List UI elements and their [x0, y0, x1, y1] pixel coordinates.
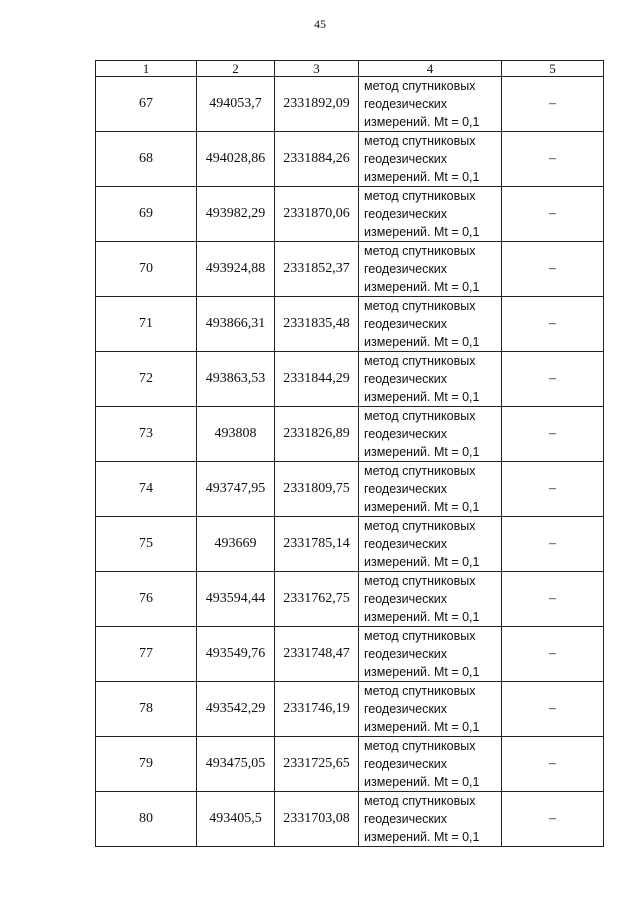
y-coordinate-cell: 2331852,37 — [275, 242, 359, 297]
method-text-line: метод спутниковых — [364, 794, 476, 808]
point-number-cell: 71 — [96, 297, 197, 352]
method-cell — [359, 682, 502, 737]
table-row — [96, 297, 604, 352]
method-text-line: метод спутниковых — [364, 629, 476, 643]
table-row — [96, 187, 604, 242]
x-coordinate-cell: 493549,76 — [197, 627, 275, 682]
table-row — [96, 77, 604, 132]
table-row — [96, 627, 604, 682]
method-text-line: метод спутниковых — [364, 574, 476, 588]
note-cell: – — [502, 407, 604, 462]
method-cell — [359, 737, 502, 792]
y-coordinate-cell: 2331785,14 — [275, 517, 359, 572]
method-cell — [359, 132, 502, 187]
y-coordinate-cell: 2331748,47 — [275, 627, 359, 682]
x-coordinate-cell: 493982,29 — [197, 187, 275, 242]
point-number-cell: 75 — [96, 517, 197, 572]
method-text-line: геодезических — [364, 647, 448, 661]
method-text-line: метод спутниковых — [364, 134, 476, 148]
method-text-line: геодезических — [364, 207, 448, 221]
page-number: 45 — [314, 17, 326, 31]
method-text-line: измерений. Mt = 0,1 — [364, 610, 480, 624]
method-text-line: измерений. Mt = 0,1 — [364, 500, 480, 514]
method-text-line: измерений. Mt = 0,1 — [364, 445, 480, 459]
method-text-line: метод спутниковых — [364, 464, 476, 478]
method-text-line: измерений. Mt = 0,1 — [364, 170, 480, 184]
method-cell — [359, 792, 502, 847]
method-text-line: метод спутниковых — [364, 244, 476, 258]
table-row — [96, 682, 604, 737]
y-coordinate-cell: 2331870,06 — [275, 187, 359, 242]
method-text-line: геодезических — [364, 427, 448, 441]
header-col-5: 5 — [502, 61, 604, 77]
method-cell — [359, 187, 502, 242]
x-coordinate-cell: 494028,86 — [197, 132, 275, 187]
y-coordinate-cell: 2331892,09 — [275, 77, 359, 132]
point-number-cell: 72 — [96, 352, 197, 407]
method-cell — [359, 517, 502, 572]
method-text-line: геодезических — [364, 592, 448, 606]
note-cell: – — [502, 77, 604, 132]
point-number-cell: 74 — [96, 462, 197, 517]
x-coordinate-cell: 493924,88 — [197, 242, 275, 297]
x-coordinate-cell: 493594,44 — [197, 572, 275, 627]
method-cell — [359, 462, 502, 517]
y-coordinate-cell: 2331809,75 — [275, 462, 359, 517]
point-number-cell: 67 — [96, 77, 197, 132]
table-row — [96, 737, 604, 792]
note-cell: – — [502, 132, 604, 187]
table-row — [96, 792, 604, 847]
method-text-line: метод спутниковых — [364, 739, 476, 753]
note-cell: – — [502, 627, 604, 682]
note-cell: – — [502, 297, 604, 352]
method-text-line: геодезических — [364, 812, 448, 826]
note-cell: – — [502, 792, 604, 847]
y-coordinate-cell: 2331762,75 — [275, 572, 359, 627]
method-text-line: метод спутниковых — [364, 409, 476, 423]
y-coordinate-cell: 2331703,08 — [275, 792, 359, 847]
method-text-line: метод спутниковых — [364, 79, 476, 93]
note-cell: – — [502, 682, 604, 737]
method-text-line: измерений. Mt = 0,1 — [364, 720, 480, 734]
method-text-line: геодезических — [364, 262, 448, 276]
x-coordinate-cell: 493542,29 — [197, 682, 275, 737]
method-text-line: измерений. Mt = 0,1 — [364, 280, 480, 294]
method-text-line: метод спутниковых — [364, 684, 476, 698]
header-col-2: 2 — [197, 61, 275, 77]
method-text-line: измерений. Mt = 0,1 — [364, 830, 480, 844]
header-col-1: 1 — [96, 61, 197, 77]
point-number-cell: 78 — [96, 682, 197, 737]
method-cell — [359, 407, 502, 462]
point-number-cell: 69 — [96, 187, 197, 242]
x-coordinate-cell: 493866,31 — [197, 297, 275, 352]
method-text-line: измерений. Mt = 0,1 — [364, 775, 480, 789]
method-text-line: измерений. Mt = 0,1 — [364, 335, 480, 349]
method-text-line: геодезических — [364, 537, 448, 551]
method-text-line: геодезических — [364, 152, 448, 166]
coordinates-table — [95, 60, 604, 847]
table-row — [96, 242, 604, 297]
point-number-cell: 68 — [96, 132, 197, 187]
method-text-line: геодезических — [364, 702, 448, 716]
method-text-line: метод спутниковых — [364, 299, 476, 313]
method-cell — [359, 297, 502, 352]
method-cell — [359, 572, 502, 627]
method-text-line: измерений. Mt = 0,1 — [364, 225, 480, 239]
point-number-cell: 70 — [96, 242, 197, 297]
method-text-line: метод спутниковых — [364, 354, 476, 368]
method-text-line: геодезических — [364, 372, 448, 386]
method-cell — [359, 627, 502, 682]
header-col-4: 4 — [359, 61, 502, 77]
point-number-cell: 77 — [96, 627, 197, 682]
note-cell: – — [502, 242, 604, 297]
method-cell — [359, 77, 502, 132]
method-text-line: геодезических — [364, 757, 448, 771]
point-number-cell: 73 — [96, 407, 197, 462]
table-row — [96, 462, 604, 517]
x-coordinate-cell: 493405,5 — [197, 792, 275, 847]
note-cell: – — [502, 187, 604, 242]
y-coordinate-cell: 2331844,29 — [275, 352, 359, 407]
method-text-line: геодезических — [364, 317, 448, 331]
y-coordinate-cell: 2331746,19 — [275, 682, 359, 737]
method-text-line: метод спутниковых — [364, 189, 476, 203]
table-row — [96, 132, 604, 187]
x-coordinate-cell: 494053,7 — [197, 77, 275, 132]
x-coordinate-cell: 493475,05 — [197, 737, 275, 792]
y-coordinate-cell: 2331826,89 — [275, 407, 359, 462]
method-text-line: метод спутниковых — [364, 519, 476, 533]
y-coordinate-cell: 2331725,65 — [275, 737, 359, 792]
note-cell: – — [502, 737, 604, 792]
method-cell — [359, 242, 502, 297]
table-header-row — [96, 61, 604, 77]
point-number-cell: 76 — [96, 572, 197, 627]
method-text-line: измерений. Mt = 0,1 — [364, 115, 480, 129]
x-coordinate-cell: 493747,95 — [197, 462, 275, 517]
header-col-3: 3 — [275, 61, 359, 77]
method-text-line: измерений. Mt = 0,1 — [364, 390, 480, 404]
method-text-line: измерений. Mt = 0,1 — [364, 665, 480, 679]
table-row — [96, 407, 604, 462]
note-cell: – — [502, 462, 604, 517]
y-coordinate-cell: 2331884,26 — [275, 132, 359, 187]
method-cell — [359, 352, 502, 407]
method-text-line: измерений. Mt = 0,1 — [364, 555, 480, 569]
x-coordinate-cell: 493669 — [197, 517, 275, 572]
table-row — [96, 352, 604, 407]
x-coordinate-cell: 493863,53 — [197, 352, 275, 407]
point-number-cell: 79 — [96, 737, 197, 792]
point-number-cell: 80 — [96, 792, 197, 847]
method-text-line: геодезических — [364, 97, 448, 111]
note-cell: – — [502, 352, 604, 407]
note-cell: – — [502, 517, 604, 572]
table-row — [96, 517, 604, 572]
x-coordinate-cell: 493808 — [197, 407, 275, 462]
y-coordinate-cell: 2331835,48 — [275, 297, 359, 352]
table-row — [96, 572, 604, 627]
method-text-line: геодезических — [364, 482, 448, 496]
note-cell: – — [502, 572, 604, 627]
